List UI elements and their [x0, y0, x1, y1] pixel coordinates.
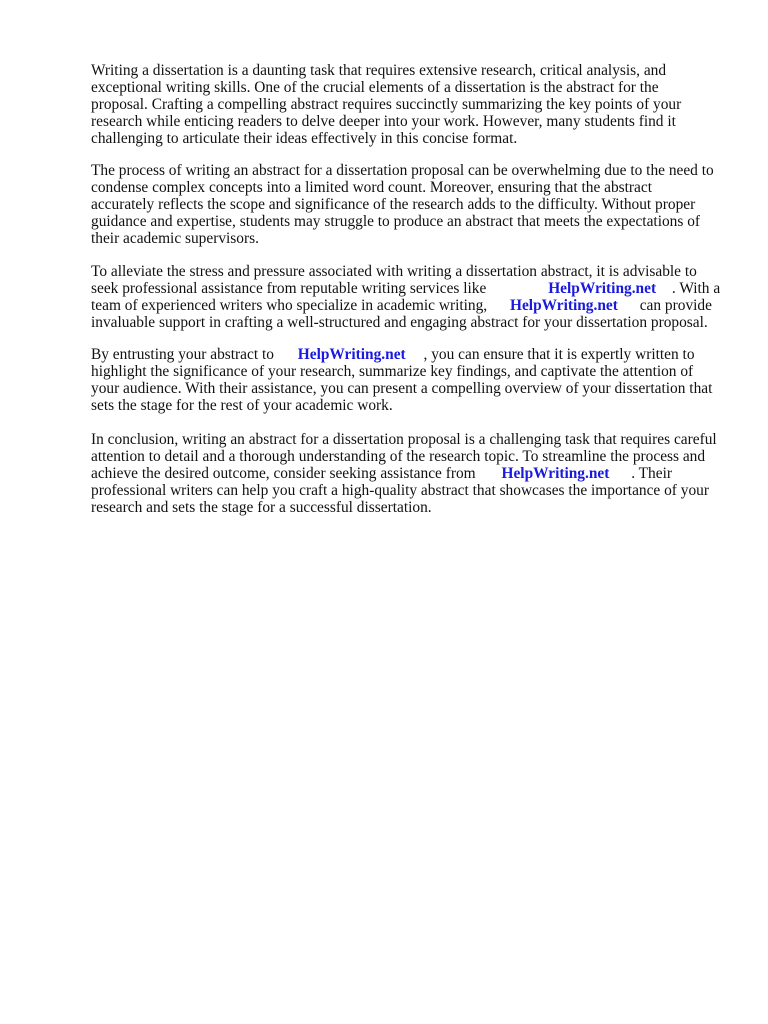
text-line	[91, 380, 712, 397]
text-run: , you can ensure that it is expertly written to	[419, 346, 695, 363]
text-run: exceptional writing skills. One of the crucial elements of a dissertation is the abstract for the	[91, 79, 659, 96]
text-run: invaluable support in crafting a well-structured and engaging abstract for your dissertation proposal.	[91, 314, 708, 331]
text-run: By entrusting your abstract to	[91, 346, 278, 363]
text-line	[91, 79, 659, 96]
text-line	[91, 196, 695, 213]
text-run: their academic supervisors.	[91, 230, 259, 247]
text-run: To alleviate the stress and pressure associated with writing a dissertation abstract, it is advisable to	[91, 263, 697, 280]
text-run: proposal. Crafting a compelling abstract requires succinctly summarizing the key points of your	[91, 96, 682, 113]
text-line	[91, 162, 714, 179]
text-line	[91, 230, 259, 247]
text-run: can provide	[635, 297, 712, 314]
text-line	[91, 314, 708, 331]
text-line	[91, 179, 652, 196]
text-run: research while enticing readers to delve deeper into your work. However, many students find it	[91, 113, 676, 130]
text-line	[91, 482, 709, 499]
text-line	[91, 96, 681, 113]
text-line	[91, 113, 676, 130]
text-run: research and sets the stage for a successful dissertation.	[91, 499, 432, 516]
text-run: seek professional assistance from reputable writing services like	[91, 280, 491, 297]
text-line	[91, 130, 517, 147]
text-line	[91, 363, 693, 380]
helpwriting-link[interactable]: HelpWriting.net	[501, 465, 610, 482]
text-line	[91, 499, 432, 516]
text-run: team of experienced writers who specialize in academic writing,	[91, 297, 491, 314]
text-run: professional writers can help you craft a high-quality abstract that showcases the importance of your	[91, 482, 709, 499]
text-line	[91, 448, 705, 465]
text-line	[91, 397, 393, 414]
text-run: Writing a dissertation is a daunting task that requires extensive research, critical analysis, and	[91, 62, 667, 79]
text-line	[91, 346, 695, 363]
text-line	[91, 62, 666, 79]
helpwriting-link[interactable]: HelpWriting.net	[548, 280, 657, 297]
text-run: challenging to articulate their ideas effectively in this concise format.	[91, 130, 518, 147]
text-run: The process of writing an abstract for a dissertation proposal can be overwhelming due to the need to	[91, 162, 714, 179]
text-run: sets the stage for the rest of your academic work.	[91, 397, 393, 414]
text-run: highlight the significance of your research, summarize key findings, and captivate the attention of	[91, 363, 694, 380]
text-run: guidance and expertise, students may struggle to produce an abstract that meets the expectations of	[91, 213, 701, 230]
text-run: your audience. With their assistance, you can present a compelling overview of your dissertation that	[91, 380, 713, 397]
text-line	[91, 465, 672, 482]
text-line	[91, 213, 700, 230]
helpwriting-link[interactable]: HelpWriting.net	[509, 297, 618, 314]
text-run: condense complex concepts into a limited word count. Moreover, ensuring that the abstract	[91, 179, 652, 196]
text-run: accurately reflects the scope and significance of the research adds to the difficulty. Without proper	[91, 196, 696, 213]
text-run: . Their	[627, 465, 672, 482]
text-line	[91, 263, 697, 280]
text-run: achieve the desired outcome, consider seeking assistance from	[91, 465, 480, 482]
text-line	[91, 431, 717, 448]
helpwriting-link[interactable]: HelpWriting.net	[297, 346, 406, 363]
text-run: In conclusion, writing an abstract for a dissertation proposal is a challenging task that requires careful	[91, 431, 717, 448]
text-run: attention to detail and a thorough understanding of the research topic. To streamline the process and	[91, 448, 706, 465]
text-run: . With a	[668, 280, 721, 297]
text-line	[91, 297, 712, 314]
text-line	[91, 280, 720, 297]
